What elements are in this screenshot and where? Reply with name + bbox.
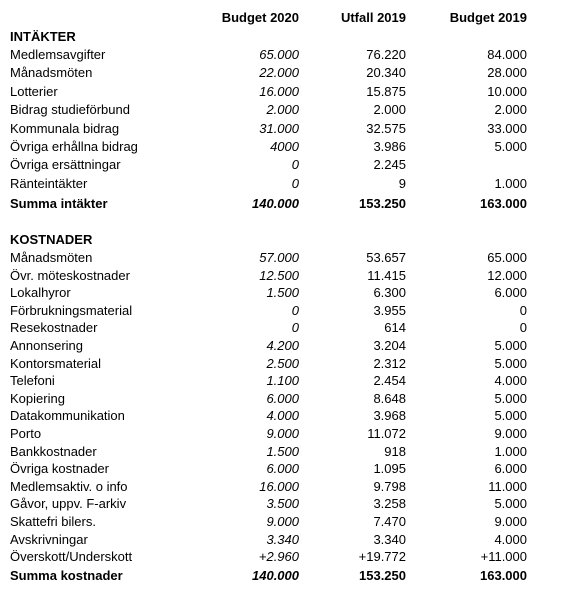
budget-2019-cell: 28.000	[487, 65, 527, 81]
row-label: Bankkostnader	[10, 443, 97, 459]
row-label: Lotterier	[10, 83, 58, 99]
total-utfall-2019: 153.250	[359, 568, 406, 583]
row-label: Förbrukningsmaterial	[10, 302, 133, 318]
utfall-2019-cell: +19.772	[358, 549, 406, 565]
budget-2020-cell: 1.100	[266, 373, 299, 389]
utfall-2019-cell: 3.968	[373, 408, 406, 424]
budget-2019-cell: 9.000	[494, 514, 527, 529]
row-label: Lokalhyror	[10, 285, 71, 301]
row-label: Annonsering	[10, 338, 83, 353]
budget-2020-cell: 0	[291, 157, 299, 173]
budget-2019-cell: 6.000	[494, 285, 527, 301]
table-row	[0, 337, 567, 355]
row-label: Månadsmöten	[10, 250, 93, 265]
budget-2019-cell: 6.000	[494, 461, 527, 477]
table-row	[0, 495, 567, 513]
budget-2020-cell: 3.340	[266, 531, 299, 547]
utfall-2019-cell: 8.648	[373, 390, 406, 406]
utfall-2019-cell: 3.258	[373, 496, 406, 512]
row-label: Kommunala bidrag	[10, 120, 120, 136]
budget-2019-cell: 0	[519, 302, 527, 318]
budget-2020-cell: 12.500	[259, 267, 299, 283]
utfall-2019-cell: 11.072	[367, 426, 406, 441]
budget-2020-cell: 57.000	[259, 250, 299, 265]
table-row	[0, 443, 567, 461]
budget-2019-cell: 5.000	[494, 338, 527, 353]
budget-2020-cell: 4.000	[266, 408, 299, 424]
total-budget-2020: 140.000	[252, 568, 299, 583]
budget-2019-cell: 10.000	[487, 83, 527, 99]
row-label: Månadsmöten	[10, 65, 93, 81]
total-budget-2019: 163.000	[480, 196, 527, 211]
table-row	[0, 478, 567, 496]
budget-2019-cell: 5.000	[494, 355, 527, 371]
budget-2020-cell: 65.000	[259, 47, 299, 62]
budget-2019-cell: 5.000	[494, 408, 527, 424]
table-row	[0, 46, 567, 64]
utfall-2019-cell: 2.454	[373, 373, 406, 389]
row-label: Kontorsmaterial	[10, 355, 102, 371]
table-row	[0, 83, 567, 101]
utfall-2019-cell: 2.245	[373, 157, 406, 173]
budget-2020-cell: 2.500	[266, 355, 299, 371]
budget-2019-cell: 33.000	[487, 120, 527, 136]
budget-2020-cell: 0	[291, 320, 299, 336]
budget-2019-cell: 0	[519, 320, 527, 336]
budget-2019-cell: +11.000	[480, 549, 527, 565]
budget-2020-cell: 4000	[270, 139, 299, 154]
table-row	[0, 425, 567, 443]
budget-2020-cell: 0	[291, 302, 299, 318]
utfall-2019-cell: 2.000	[373, 102, 406, 118]
budget-2020-cell: 16.000	[259, 478, 299, 494]
utfall-2019-cell: 614	[384, 320, 406, 336]
table-row	[0, 267, 567, 285]
column-header-utfall-2019: Utfall 2019	[340, 10, 406, 25]
table-row	[0, 120, 567, 138]
budget-2019-cell: 1.000	[494, 175, 527, 191]
table-row	[0, 284, 567, 302]
table-row	[0, 319, 567, 337]
budget-2019-cell: 4.000	[494, 531, 527, 547]
total-budget-2019: 163.000	[480, 568, 527, 583]
utfall-2019-cell: 32.575	[366, 120, 406, 136]
utfall-2019-cell: 3.955	[373, 302, 406, 318]
utfall-2019-cell: 3.986	[373, 139, 406, 154]
row-label: Porto	[10, 426, 42, 441]
budget-2019-cell: 5.000	[494, 139, 527, 154]
row-label: Skattefri bilers.	[10, 514, 96, 529]
row-label: Medlemsaktiv. o info	[10, 478, 128, 494]
table-row	[0, 249, 567, 267]
budget-2019-cell: 12.000	[487, 267, 527, 283]
row-label: Övriga ersättningar	[10, 157, 121, 173]
utfall-2019-cell: 3.204	[373, 338, 406, 353]
column-header-row	[0, 9, 567, 27]
table-row	[0, 390, 567, 408]
budget-2020-cell: 4.200	[266, 338, 299, 353]
budget-2019-cell: 4.000	[494, 373, 527, 389]
budget-2019-cell: 5.000	[494, 496, 527, 512]
budget-2020-cell: 1.500	[266, 443, 299, 459]
column-header-budget-2019: Budget 2019	[449, 10, 527, 25]
row-label: Medlemsavgifter	[10, 47, 106, 62]
budget-2020-cell: 1.500	[266, 285, 299, 301]
total-budget-2020: 140.000	[252, 196, 299, 211]
total-label: Summa intäkter	[10, 196, 108, 211]
table-row	[0, 156, 567, 174]
budget-2019-cell: 1.000	[494, 443, 527, 459]
table-row	[0, 302, 567, 320]
budget-2019-cell: 5.000	[494, 390, 527, 406]
row-label: Övriga kostnader	[10, 461, 109, 477]
utfall-2019-cell: 7.470	[373, 514, 406, 529]
row-label: Avskrivningar	[10, 531, 88, 547]
row-label: Ränteintäkter	[10, 175, 88, 191]
budget-2020-cell: 31.000	[259, 120, 299, 136]
utfall-2019-cell: 9	[398, 175, 406, 191]
row-label: Övr. möteskostnader	[10, 267, 130, 283]
row-label: Telefoni	[10, 373, 55, 389]
budget-2019-cell: 9.000	[494, 426, 527, 441]
table-row	[0, 460, 567, 478]
table-row	[0, 64, 567, 82]
row-label: Datakommunikation	[10, 408, 125, 424]
row-label: Kopiering	[10, 390, 65, 406]
budget-2020-cell: 0	[291, 175, 299, 191]
utfall-2019-cell: 2.312	[373, 355, 406, 371]
table-row	[0, 175, 567, 193]
table-row	[0, 513, 567, 531]
costs-section-title: KOSTNADER	[10, 232, 93, 247]
column-header-budget-2020: Budget 2020	[221, 10, 299, 25]
row-label: Gåvor, uppv. F-arkiv	[10, 496, 127, 512]
utfall-2019-cell: 918	[384, 443, 406, 459]
row-label: Överskott/Underskott	[10, 549, 133, 565]
income-section-title: INTÄKTER	[10, 29, 76, 44]
budget-2019-cell: 84.000	[487, 47, 527, 62]
income-total-row	[0, 195, 567, 213]
budget-2020-cell: 2.000	[266, 102, 299, 118]
utfall-2019-cell: 15.875	[366, 83, 406, 99]
utfall-2019-cell: 76.220	[366, 47, 406, 62]
budget-2020-cell: 16.000	[259, 83, 299, 99]
total-label: Summa kostnader	[10, 568, 123, 583]
table-row	[0, 372, 567, 390]
budget-2020-cell: +2.960	[258, 549, 299, 565]
costs-section-title-row	[0, 231, 567, 249]
budget-2019-cell: 65.000	[487, 250, 527, 265]
utfall-2019-cell: 20.340	[366, 65, 406, 81]
utfall-2019-cell: 3.340	[373, 531, 406, 547]
budget-2020-cell: 3.500	[266, 496, 299, 512]
utfall-2019-cell: 11.415	[367, 267, 406, 283]
table-row	[0, 548, 567, 566]
income-section-title-row	[0, 28, 567, 46]
utfall-2019-cell: 6.300	[373, 285, 406, 301]
total-utfall-2019: 153.250	[359, 196, 406, 211]
table-row	[0, 138, 567, 156]
utfall-2019-cell: 9.798	[373, 478, 406, 494]
costs-total-row	[0, 567, 567, 585]
budget-2020-cell: 22.000	[259, 65, 299, 81]
table-row	[0, 101, 567, 119]
utfall-2019-cell: 53.657	[366, 250, 406, 265]
row-label: Resekostnader	[10, 320, 98, 336]
budget-2020-cell: 9.000	[266, 426, 299, 441]
row-label: Bidrag studieförbund	[10, 102, 130, 118]
row-label: Övriga erhållna bidrag	[10, 139, 138, 154]
table-row	[0, 531, 567, 549]
budget-2019-cell: 11.000	[488, 478, 527, 494]
table-row	[0, 355, 567, 373]
budget-2020-cell: 6.000	[266, 390, 299, 406]
budget-2020-cell: 6.000	[266, 461, 299, 477]
table-row	[0, 407, 567, 425]
budget-2020-cell: 9.000	[266, 514, 299, 529]
budget-2019-cell: 2.000	[494, 102, 527, 118]
utfall-2019-cell: 1.095	[373, 461, 406, 477]
